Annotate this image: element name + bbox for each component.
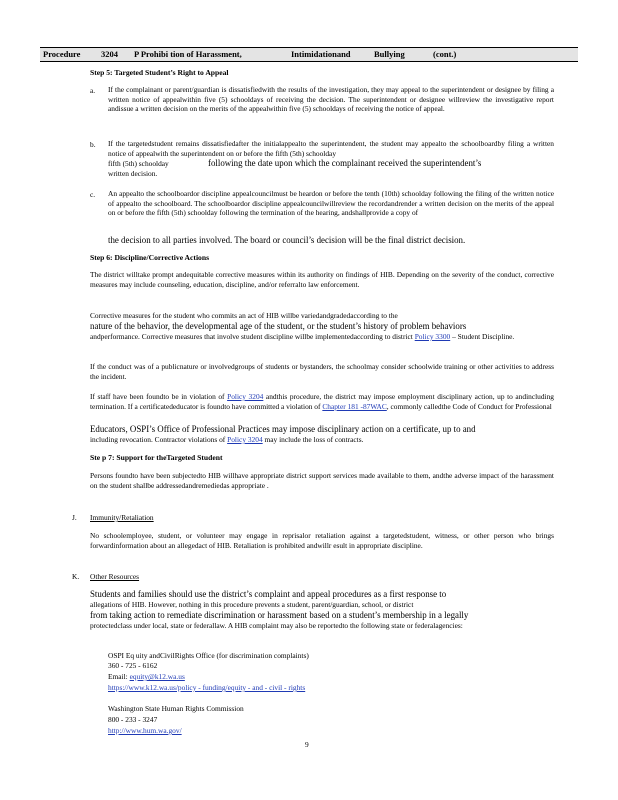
step5-b-text-3: written decision. — [108, 169, 158, 178]
header-procedure-number: 3204 — [101, 49, 118, 59]
resource-ospi-name: OSPI Eq uity andCivilRights Office (for discrimination complaints) — [108, 651, 309, 660]
step6-paragraph-1: The district willtake prompt andequitable corrective measures within its authority on findings of HIB. Depending on the severity of the conduct, corrective measures may include counseling, education, discipline, and/or referralto law enforcement. — [90, 270, 554, 289]
step5-a-text: If the complainant or parent/guardian is dissatisfiedwith the results of the investigation, they may appeal to the superintendent or designee by filing a written notice of appealwithin five (5) schooldays of receiving the decision. The superintendent or designee willreview the investigative report andissue a written decision on the merits of the appealwithin five (5) schooldays of receiving the notice of appeal. — [108, 85, 554, 114]
step6-paragraph-2a: Corrective measures for the student who commits an act of HIB willbe variedandgradedaccording to the — [90, 311, 398, 320]
policy-3204-link-2[interactable]: Policy 3204 — [227, 435, 263, 444]
chapter-181-87-wac-link[interactable]: Chapter 181 -87WAC — [322, 401, 387, 411]
section-k-paragraph-b: allegations of HIB. However, nothing in this procedure prevents a student, parent/guardian, school, or district — [90, 600, 414, 609]
step5-c-letter: c. — [90, 190, 96, 199]
resource-ospi-email-row — [108, 672, 185, 681]
step5-b-text-2: following the date upon which the complainant received the superintendent’s — [208, 158, 482, 168]
step6-paragraph-2c — [90, 332, 554, 342]
section-k-letter: K. — [72, 572, 80, 581]
section-j-paragraph: No schoolemployee, student, or volunteer may engage in reprisalor retaliation against a targetedstudent, witness, or other person who brings forwardinformation about an allegedact of HIB. Retaliation is prohibited andwillr esult in appropriate discipline. — [90, 531, 554, 550]
policy-3300-link[interactable]: Policy 3300 — [414, 332, 451, 341]
step6-heading: Step 6: Discipline/Corrective Actions — [90, 253, 210, 262]
resource-ospi-email-link[interactable]: equity@k12.wa.us — [129, 672, 185, 681]
step6-p4f-text: may include the loss of contracts. — [264, 435, 364, 444]
header-cont: (cont.) — [433, 49, 457, 59]
step5-c-text-1: An appealto the schoolboardor discipline appealcouncilmust be heardon or before the tenth (10th) schoolday following the filing of the written notice of appealto the schoolboard. The schoolboardor discipline appealcouncilwillreview the recordandrender a written decision on the merits of the appeal on or before the fifth (5th) schoolday following the termination of the hearing, andshallprovide a copy of — [108, 189, 554, 218]
section-k-title: Other Resources — [90, 572, 140, 581]
step6-p4e-text: including revocation. Contractor violations of — [90, 435, 226, 444]
step5-a-letter: a. — [90, 86, 96, 95]
procedure-header-bar — [40, 47, 578, 62]
step6-paragraph-2d-text: – Student Discipline. — [452, 332, 515, 341]
step6-paragraph-4d: Educators, OSPI’s Office of Professional Practices may impose disciplinary action on a certificate, up to and — [90, 424, 476, 434]
resource-ospi-phone: 360 - 725 - 6162 — [108, 661, 158, 670]
step7-paragraph: Persons foundto have been subjectedto HIB willhave appropriate district support services made available to them, andthe adverse impact of the harassment on the student shallbe addressedandremediedas appropriate . — [90, 471, 554, 490]
section-k-paragraph-d: protectedclass under local, state or federallaw. A HIB complaint may also be reportedto the following state or federalagencies: — [90, 621, 463, 630]
page-number: 9 — [305, 740, 309, 749]
step5-b-letter: b. — [90, 140, 96, 149]
step6-paragraph-4 — [90, 392, 554, 411]
step6-paragraph-4e — [90, 435, 554, 445]
header-procedure-label: Procedure — [43, 49, 81, 59]
step6-paragraph-3: If the conduct was of a publicnature or involvedgroups of students or bystanders, the schoolmay consider schoolwide training or other activities to address the incident. — [90, 362, 554, 381]
step5-b-text-1-tail: fifth (5th) schoolday — [108, 159, 169, 168]
section-k-paragraph-c: from taking action to remediate discrimination or harassment based on a student’s membership in a legally — [90, 610, 469, 620]
step7-heading: Ste p 7: Support for theTargeted Student — [90, 453, 223, 462]
resource-hrc-name: Washington State Human Rights Commission — [108, 704, 244, 713]
step6-p4a-text: If staff have been foundto be in violation of — [90, 392, 225, 401]
header-title-3: Bullying — [374, 49, 405, 59]
step6-p4b-text: andthis procedure, the district may impose employment disciplinary action, up to andincluding termination. If a certificatededucator is foundto have committed a violation of — [90, 392, 554, 411]
step5-heading: Step 5: Targeted Student’s Right to Appeal — [90, 68, 229, 77]
step6-paragraph-2b: nature of the behavior, the developmental age of the student, or the student’s history of problem behaviors — [90, 321, 467, 331]
section-k-paragraph-a: Students and families should use the district’s complaint and appeal procedures as a first response to — [90, 589, 447, 599]
header-title-2: Intimidationand — [291, 49, 351, 59]
resource-ospi-email-label: Email: — [108, 672, 128, 681]
resource-hrc-phone: 800 - 233 - 3247 — [108, 715, 158, 724]
step5-c-text-2: the decision to all parties involved. The board or council’s decision will be the final district decision. — [108, 235, 466, 245]
resource-hrc-url-link[interactable]: http://www.hum.wa.gov/ — [108, 726, 182, 735]
step6-paragraph-2c-text: andperformance. Corrective measures that involve student discipline willbe implementedaccording to district — [90, 332, 413, 341]
step5-b-text-1: If the targetedstudent remains dissatisfiedafter the initialappealto the superintendent, the student may appealto the schoolboardby filing a written notice of appealwith the superintendent on or before the fifth (5th) schoolday — [108, 139, 554, 158]
section-j-title: Immunity/Retaliation — [90, 513, 154, 522]
step6-p4c-text: , commonly calledthe Code of Conduct for Professional — [386, 401, 552, 411]
header-title: P Prohibi tion of Harassment, — [134, 49, 242, 59]
resource-ospi-url-link[interactable]: https://www.k12.wa.us/policy - funding/equity - and - civil - rights — [108, 683, 306, 692]
section-j-letter: J. — [72, 513, 77, 522]
policy-3204-link[interactable]: Policy 3204 — [227, 392, 264, 401]
